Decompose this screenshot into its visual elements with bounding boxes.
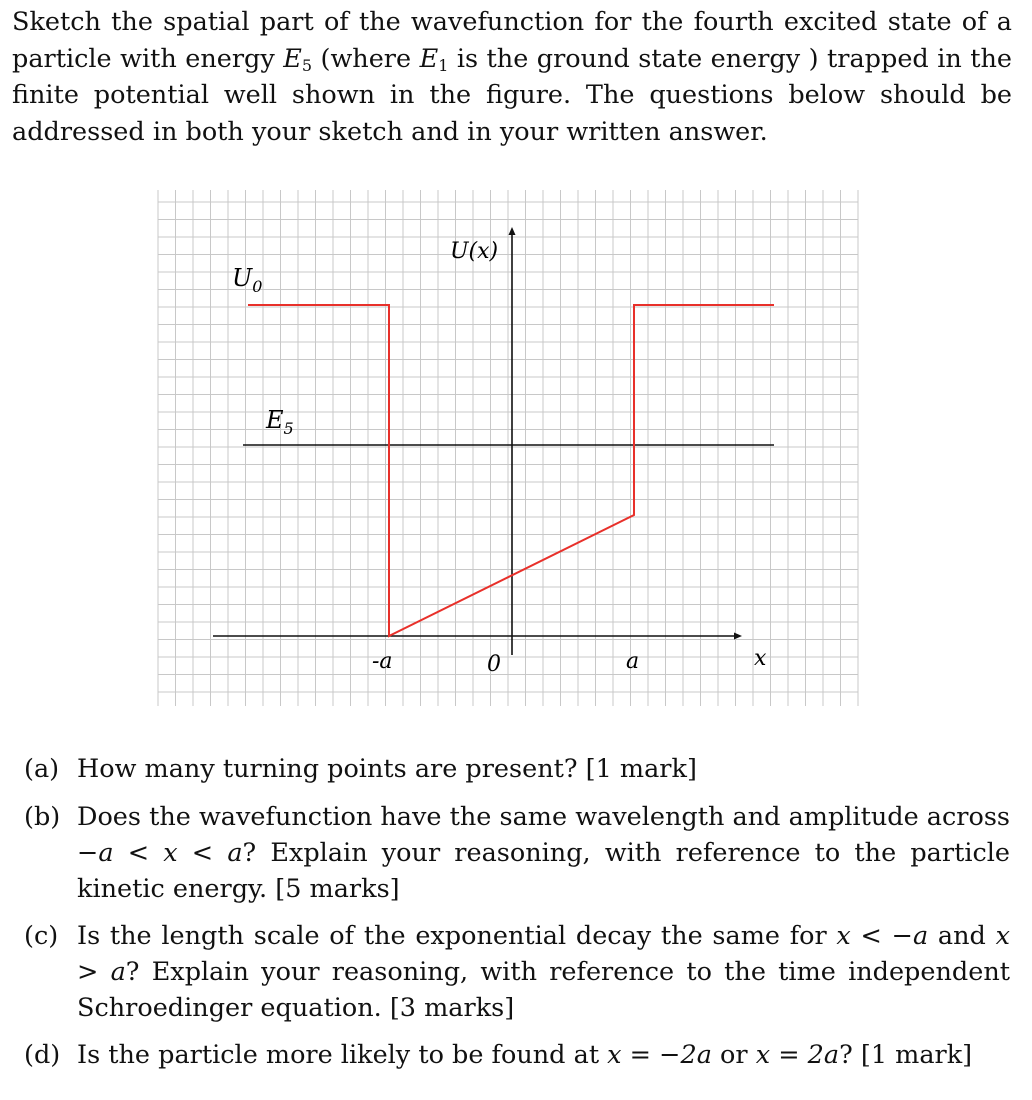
question-a-text: How many turning points are present? [1 mark] <box>77 754 697 784</box>
question-a-label: (a) <box>24 754 60 784</box>
u-axis-label: U(x) <box>450 239 499 264</box>
question-d-text: Is the particle more likely to be found at x = −2a or x = 2a? [1 mark] <box>77 1040 973 1070</box>
grid <box>158 190 858 706</box>
intro-text-3: is the ground state energy ) trapped in the finite potential well shown in the figure. The questions below should be addressed in both your sketch and in your written answer. <box>12 43 1013 147</box>
tick-label-a: a <box>626 649 640 674</box>
question-b <box>24 799 1010 907</box>
question-c-label: (c) <box>24 921 59 951</box>
question-b-label: (b) <box>24 802 61 832</box>
tick-label-zero: 0 <box>487 652 501 677</box>
u-axis-arrow <box>509 227 516 235</box>
question-c <box>24 918 1010 1026</box>
e5-symbol: $E_5$ <box>283 43 313 75</box>
intro-text-1: Sketch the spatial part of the wavefunction for the fourth excited state of a particle with energy <box>12 7 1012 74</box>
question-d <box>24 1037 1010 1073</box>
u0-label: $U_0$ <box>232 264 263 296</box>
intro-text-2: (where <box>312 43 420 74</box>
question-d-label: (d) <box>24 1040 61 1070</box>
tick-label-minus-a: -a <box>372 649 393 674</box>
x-axis-label: x <box>754 646 767 671</box>
x-axis-arrow <box>734 633 742 640</box>
potential-well-figure <box>150 185 862 710</box>
e1-symbol: $E_1$ <box>419 43 449 75</box>
question-b-text: Does the wavefunction have the same wavelength and amplitude across −a < x < a? Explain your reasoning, with reference to the particle kinetic energy. [5 marks] <box>77 802 1011 904</box>
e5-label: $E_5$ <box>266 406 294 438</box>
problem-statement <box>12 4 1012 150</box>
question-a <box>24 751 1010 787</box>
question-c-text: Is the length scale of the exponential decay the same for x < −a and x > a? Explain your reasoning, with reference to the time independent Schroedinger equation. [3 marks] <box>77 921 1010 1023</box>
potential-curve <box>248 305 774 636</box>
